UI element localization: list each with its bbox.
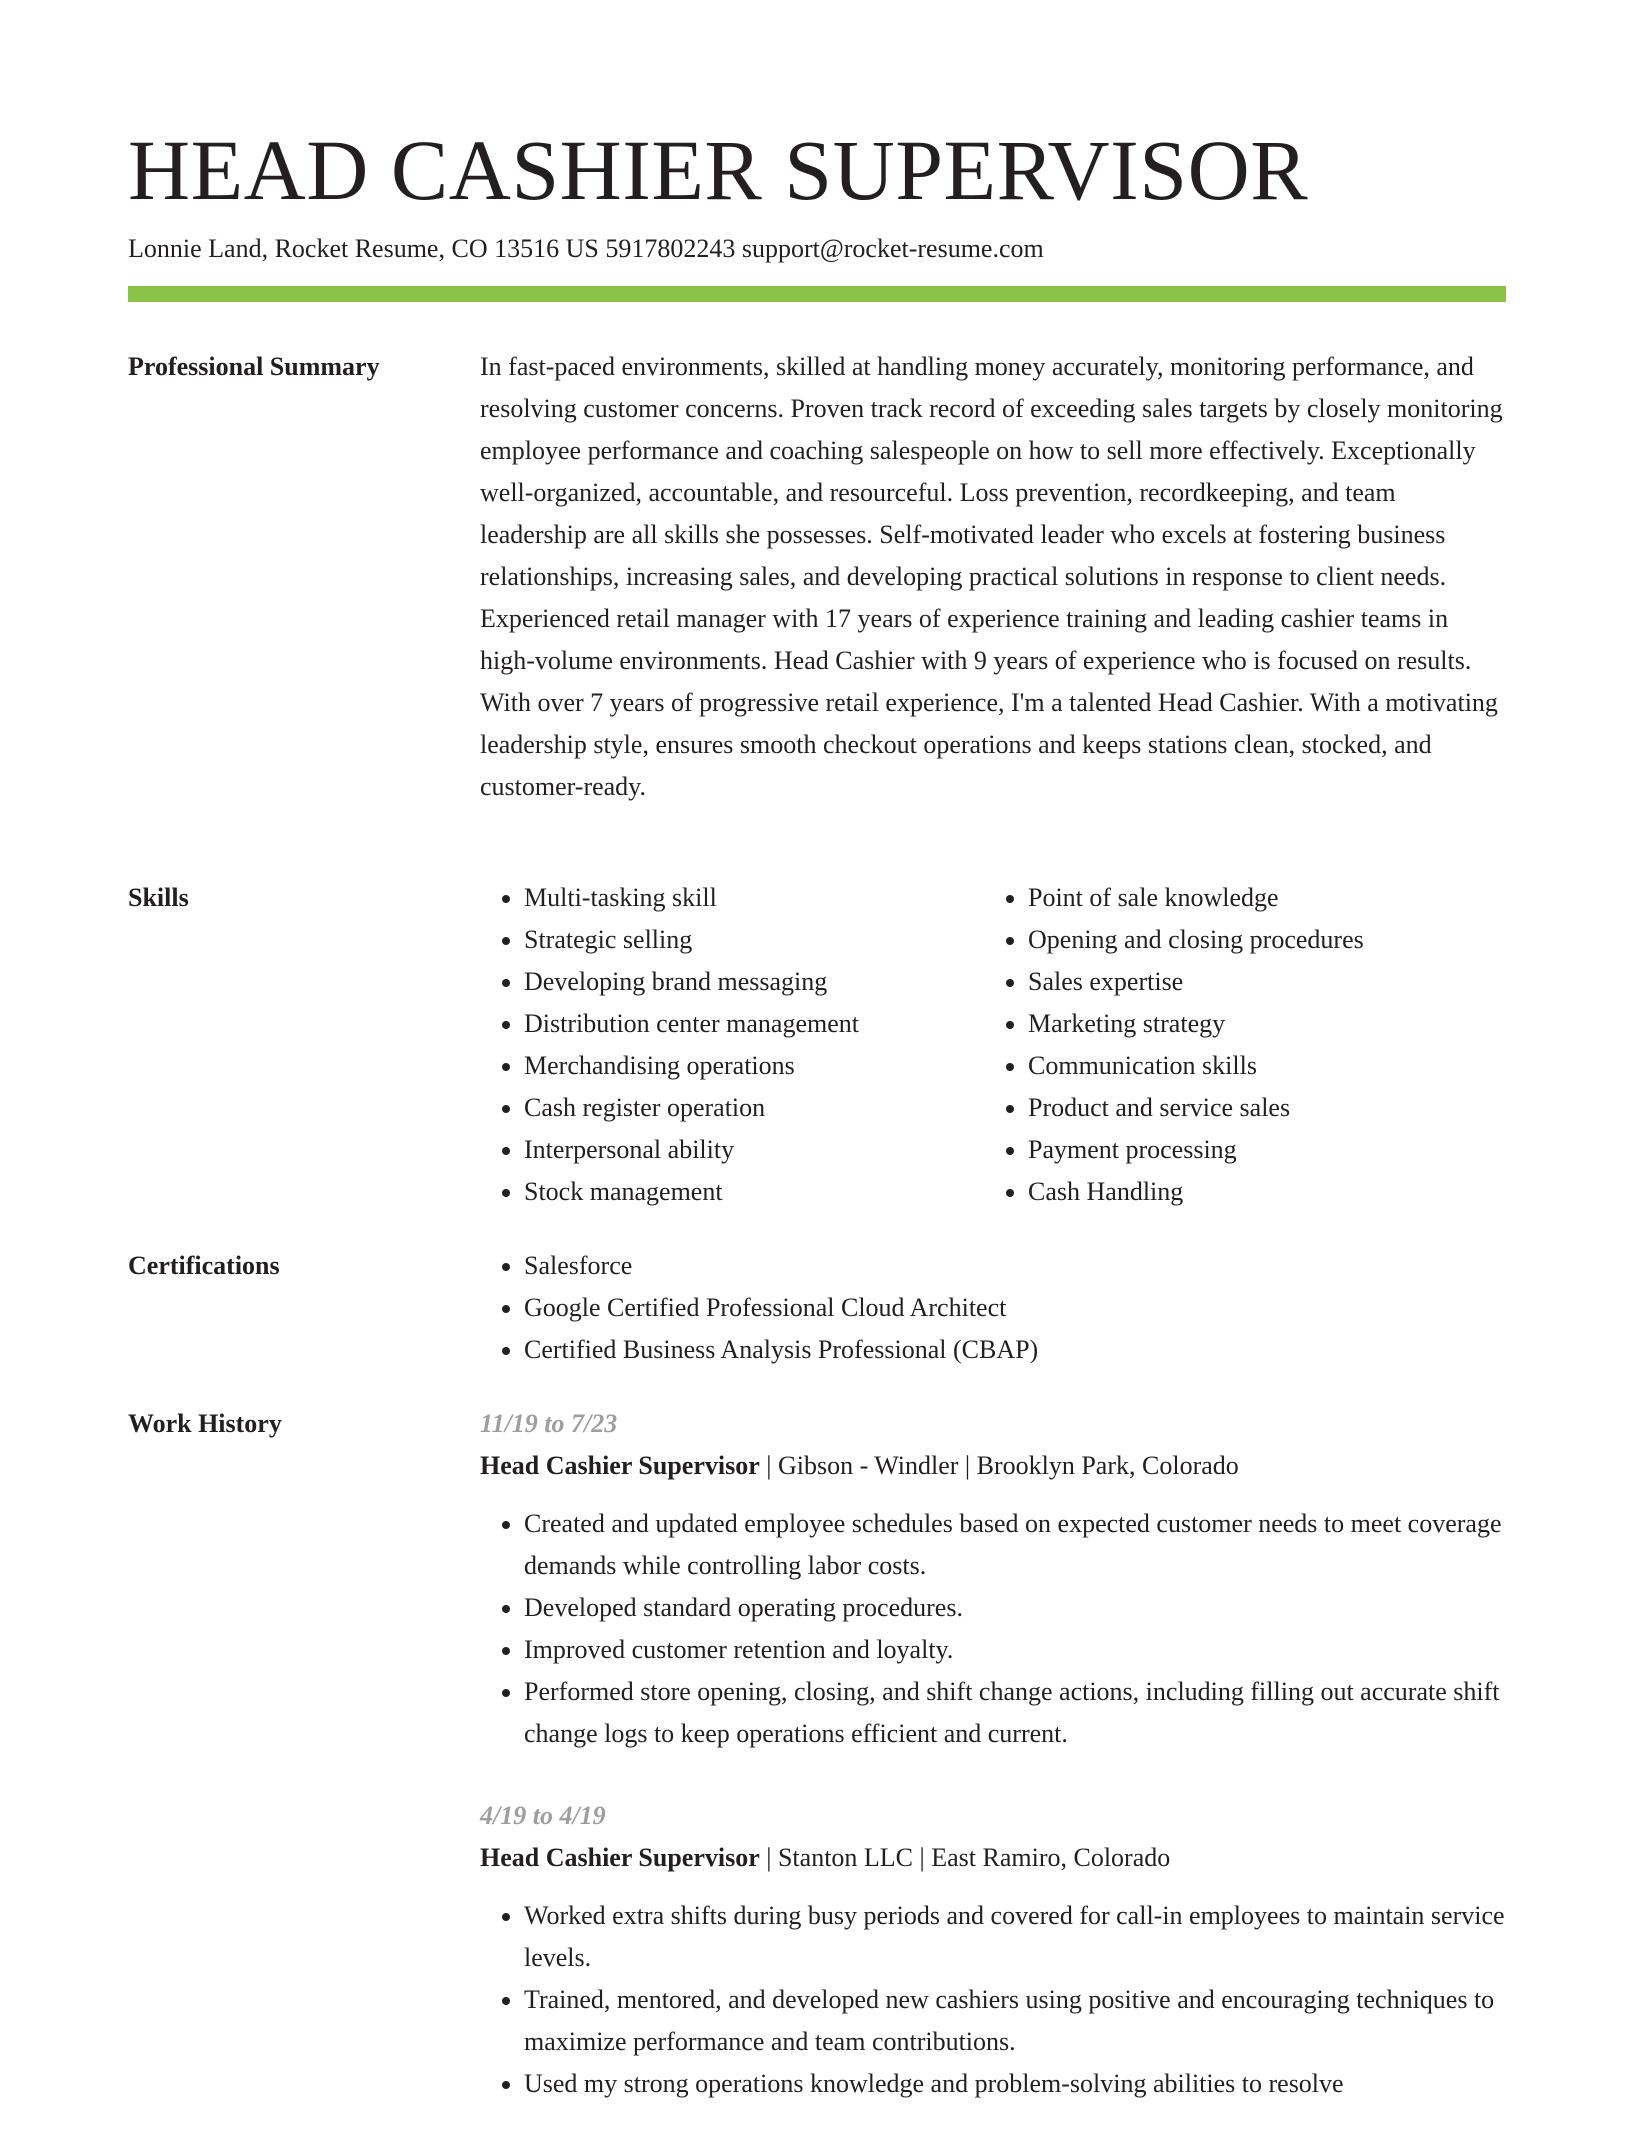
skill-item: • Strategic selling xyxy=(524,919,980,961)
work-history-body xyxy=(480,1403,1506,2145)
summary-text: In fast-paced environments, skilled at handling money accurately, monitoring performance, and resolving customer concerns. Proven track record of exceeding sales targets by closely monitoring employee performance and coaching salespeople on how to sell more effectively. Exceptionally well-organized, accountable, and resourceful. Loss prevention, recordkeeping, and team leadership are all skills she possesses. Self-motivated leader who excels at fostering business relationships, increasing sales, and developing practical solutions in response to client needs. Experienced retail manager with 17 years of experience training and leading cashier teams in high-volume environments. Head Cashier with 9 years of experience who is focused on results. With over 7 years of progressive retail experience, I'm a talented Head Cashier. With a motivating leadership style, ensures smooth checkout operations and keeps stations clean, stocked, and customer-ready. xyxy=(480,352,1503,801)
job-header xyxy=(480,1837,1506,1879)
skills-column-right xyxy=(984,877,1484,1213)
skill-item: • Merchandising operations xyxy=(524,1045,980,1087)
skill-item: • Multi-tasking skill xyxy=(524,877,980,919)
job-bullets xyxy=(480,1895,1506,2105)
contact-line: Lonnie Land, Rocket Resume, CO 13516 US 5917802243 support@rocket-resume.com xyxy=(128,234,1044,263)
skill-item: • Stock management xyxy=(524,1171,980,1213)
skills-list-right xyxy=(984,877,1484,1213)
skills-list-left xyxy=(480,877,980,1213)
skill-item: • Product and service sales xyxy=(1028,1087,1484,1129)
skill-item: • Distribution center management xyxy=(524,1003,980,1045)
skills-heading: Skills xyxy=(128,883,189,912)
resume-title: HEAD CASHIER SUPERVISOR xyxy=(128,122,1309,218)
skill-item: • Opening and closing procedures xyxy=(1028,919,1484,961)
summary-heading: Professional Summary xyxy=(128,352,380,381)
job-bullet: • Improved customer retention and loyalty. xyxy=(524,1629,1506,1671)
job-dates: 11/19 to 7/23 xyxy=(480,1409,618,1438)
job-title: Head Cashier Supervisor xyxy=(480,1843,760,1872)
skill-item: • Interpersonal ability xyxy=(524,1129,980,1171)
skill-item: • Payment processing xyxy=(1028,1129,1484,1171)
skill-item: • Developing brand messaging xyxy=(524,961,980,1003)
skill-item: • Communication skills xyxy=(1028,1045,1484,1087)
certifications-heading: Certifications xyxy=(128,1251,280,1280)
work-history-heading: Work History xyxy=(128,1409,282,1438)
job-bullet: • Created and updated employee schedules based on expected customer needs to meet coverage demands while controlling labor costs. xyxy=(524,1503,1506,1587)
job-details: | Stanton LLC | East Ramiro, Colorado xyxy=(759,1843,1171,1872)
skill-item: • Sales expertise xyxy=(1028,961,1484,1003)
job-bullets xyxy=(480,1503,1506,1755)
certifications-body xyxy=(480,1245,1506,1371)
job-entry xyxy=(480,1403,1506,1755)
skill-item: • Marketing strategy xyxy=(1028,1003,1484,1045)
job-bullet: • Performed store opening, closing, and shift change actions, including filling out accurate shift change logs to keep operations efficient and current. xyxy=(524,1671,1506,1755)
skill-item: • Cash Handling xyxy=(1028,1171,1484,1213)
job-bullet: • Trained, mentored, and developed new cashiers using positive and encouraging techniques to maximize performance and team contributions. xyxy=(524,1979,1506,2063)
skills-column-left xyxy=(480,877,980,1213)
certification-item: • Salesforce xyxy=(524,1245,1506,1287)
summary-body xyxy=(480,346,1506,808)
certification-item: • Google Certified Professional Cloud Architect xyxy=(524,1287,1506,1329)
job-bullet: • Developed standard operating procedures. xyxy=(524,1587,1506,1629)
skill-item: • Point of sale knowledge xyxy=(1028,877,1484,919)
job-details: | Gibson - Windler | Brooklyn Park, Colorado xyxy=(759,1451,1239,1480)
job-header xyxy=(480,1445,1506,1487)
accent-divider xyxy=(128,286,1506,302)
job-bullet: • Worked extra shifts during busy periods and covered for call-in employees to maintain service levels. xyxy=(524,1895,1506,1979)
job-bullet: • Used my strong operations knowledge and problem-solving abilities to resolve xyxy=(524,2063,1506,2105)
certification-item: • Certified Business Analysis Professional (CBAP) xyxy=(524,1329,1506,1371)
job-entry xyxy=(480,1795,1506,2105)
skill-item: • Cash register operation xyxy=(524,1087,980,1129)
job-title: Head Cashier Supervisor xyxy=(480,1451,760,1480)
job-dates: 4/19 to 4/19 xyxy=(480,1801,606,1830)
certifications-list xyxy=(480,1245,1506,1371)
